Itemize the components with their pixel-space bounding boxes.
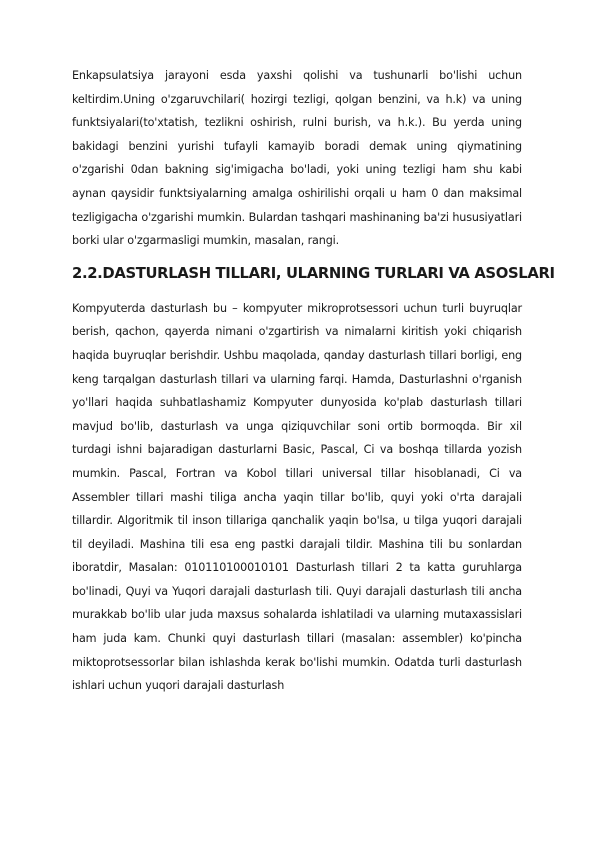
document-page bbox=[72, 64, 555, 698]
paragraph-encapsulation: Enkapsulatsiya jarayoni esda yaxshi qolishi va tushunarli bo'lishi uchun keltirdim.Uning o'zgaruvchilari( hozirgi tezligi, qolgan benzini, va h.k) va uning funktsiyalari(to'xtatish, tezlikni oshirish, rulni burish, va h.k.). Bu yerda uning bakidagi benzini yurishi tufayli kamayib boradi demak uning qiymatining o'zgarishi 0dan bakning sig'imigacha bo'ladi, yoki uning tezligi ham shu kabi aynan qaysidir funktsiyalarning amalga oshirilishi orqali u ham 0 dan maksimal tezligigacha o'zgarishi mumkin. Bulardan tashqari mashinaning ba'zi hususiyatlari borki ular o'zgarmasligi mumkin, masalan, rangi. bbox=[72, 69, 522, 248]
paragraph-programming-languages: Kompyuterda dasturlash bu – kompyuter mikroprotsessori uchun turli buyruqlar berish, qachon, qayerda nimani o'zgartirish va nimalarni kiritish yoki chiqarish haqida buyruqlar berishdir. Ushbu maqolada, qanday dasturlash tillari borligi, eng keng tarqalgan dasturlash tillari va ularning farqi. Hamda, Dasturlashni o'rganish yo'llari haqida suhbatlashamiz Kompyuter dunyosida ko'plab dasturlash tillari mavjud bo'lib, dasturlash va unga qiziquvchilar soni ortib bormoqda. Bir xil turdagi ishni bajaradigan dasturlarni Basic, Pascal, Ci va boshqa tillarda yozish mumkin. Pascal, Fortran va Kobol tillari universal tillar hisoblanadi, Ci va Assembler tillari mashi tiliga ancha yaqin tillar bo'lib, quyi yoki o'rta darajali tillardir. Algoritmik til inson tillariga qanchalik yaqin bo'lsa, u tilga yuqori darajali til deyiladi. Mashina tili esa eng pastki darajali tildir. Mashina tili bu sonlardan iboratdir, Masalan: 010110100010101 Dasturlash tillari 2 ta katta guruhlarga bo'linadi, Quyi va Yuqori darajali dasturlash tili. Quyi darajali dasturlash tili ancha murakkab bo'lib ular juda maxsus sohalarda ishlatiladi va ularning mutaxassislari ham juda kam. Chunki quyi dasturlash tillari (masalan: assembler) ko'pincha miktoprotsessorlar bilan ishlashda kerak bo'lishi mumkin. Odatda turli dasturlash ishlari uchun yuqori darajali dasturlash bbox=[72, 301, 522, 693]
section-heading: 2.2.DASTURLASH TILLARI, ULARNING TURLARI VA ASOSLARI bbox=[72, 264, 555, 282]
